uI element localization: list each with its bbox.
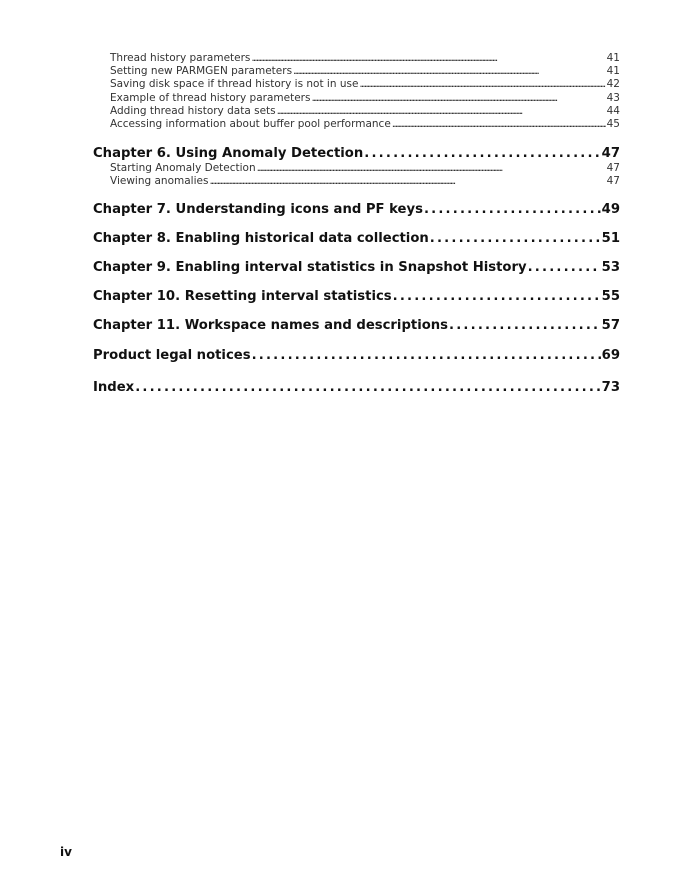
toc-chapter-page: 73 [601, 379, 620, 395]
toc-chapter-page: 53 [601, 259, 620, 275]
toc-chapter-11[interactable] [93, 317, 620, 334]
toc-subentry[interactable] [93, 105, 620, 118]
dot-leader [424, 201, 601, 218]
dot-leader [392, 118, 606, 131]
toc-chapter-title: Chapter 7. Understanding icons and PF keys [93, 201, 423, 217]
toc-chapter-10[interactable] [93, 288, 620, 305]
toc-chapter-title: Chapter 11. Workspace names and descriptions [93, 317, 449, 333]
dot-leader [359, 78, 605, 91]
dot-leader [293, 65, 606, 78]
toc-subentry-title: Starting Anomaly Detection [110, 162, 256, 175]
toc-chapter-block [93, 259, 620, 276]
dot-leader [252, 347, 601, 364]
dot-leader [135, 379, 600, 396]
dot-leader [449, 317, 601, 334]
toc-subentry-title: Adding thread history data sets [110, 104, 276, 117]
dot-leader [277, 105, 606, 118]
toc-chapter-9[interactable] [93, 259, 620, 276]
toc-subentry-title: Setting new PARMGEN parameters [110, 65, 293, 78]
toc-index[interactable] [93, 379, 620, 396]
toc-chapter-page: 55 [601, 288, 620, 304]
toc-chapter-page: 69 [601, 347, 620, 363]
toc-subentry-page: 41 [606, 52, 620, 64]
toc-chapter-title: Index [93, 379, 135, 395]
toc-chapter-title: Chapter 9. Enabling interval statistics in Snapshot History [93, 259, 527, 275]
toc-chapter-block [93, 201, 620, 218]
toc-subentry[interactable] [93, 65, 620, 78]
toc-subentry-title: Thread history parameters [110, 52, 251, 64]
toc-subentry-title: Saving disk space if thread history is not in use [110, 78, 359, 91]
toc-chapter-6[interactable] [93, 145, 620, 162]
toc-subentry[interactable] [93, 118, 620, 131]
toc-subentry-page: 45 [606, 118, 620, 131]
toc-subentry[interactable] [93, 162, 620, 175]
toc-chapter-block [93, 288, 620, 305]
toc-subentry[interactable] [93, 175, 620, 188]
dot-leader [257, 162, 606, 175]
dot-leader [528, 259, 601, 276]
toc-subentry-page: 43 [606, 91, 620, 104]
toc-chapter-block [93, 347, 620, 364]
table-of-contents [93, 52, 620, 396]
toc-subentry-page: 47 [606, 162, 620, 175]
dot-leader [364, 145, 600, 162]
toc-subentry[interactable] [93, 52, 620, 65]
toc-subentry-title: Accessing information about buffer pool performance [110, 118, 391, 131]
toc-chapter-page: 51 [601, 230, 620, 246]
toc-legal-notices[interactable] [93, 347, 620, 364]
toc-subentry[interactable] [93, 92, 620, 105]
toc-subentry-title: Viewing anomalies [110, 175, 209, 188]
toc-chapter-block [93, 230, 620, 247]
toc-chapter-page: 47 [601, 146, 620, 162]
page-number: iv [60, 845, 72, 859]
toc-chapter-block [93, 145, 620, 188]
toc-subentry-title: Example of thread history parameters [110, 91, 311, 104]
dot-leader [209, 175, 605, 188]
toc-chapter-title: Chapter 10. Resetting interval statistics [93, 288, 392, 304]
toc-subentry-page: 41 [606, 65, 620, 78]
toc-subentry-page: 47 [606, 175, 620, 188]
toc-subentry-page: 42 [606, 78, 620, 91]
toc-chapter-block [93, 317, 620, 334]
dot-leader [311, 92, 605, 105]
toc-subentry[interactable] [93, 78, 620, 91]
dot-leader [251, 52, 605, 65]
toc-chapter-page: 57 [601, 317, 620, 333]
toc-chapter-block [93, 379, 620, 396]
toc-subentry-page: 44 [606, 104, 620, 117]
toc-chapter-title: Chapter 8. Enabling historical data collection [93, 230, 429, 246]
dot-leader [393, 288, 601, 305]
toc-chapter-title: Product legal notices [93, 347, 251, 363]
toc-chapter-8[interactable] [93, 230, 620, 247]
dot-leader [430, 230, 601, 247]
toc-chapter-title: Chapter 6. Using Anomaly Detection [93, 146, 364, 162]
toc-chapter-7[interactable] [93, 201, 620, 218]
toc-chapter-page: 49 [601, 201, 620, 217]
